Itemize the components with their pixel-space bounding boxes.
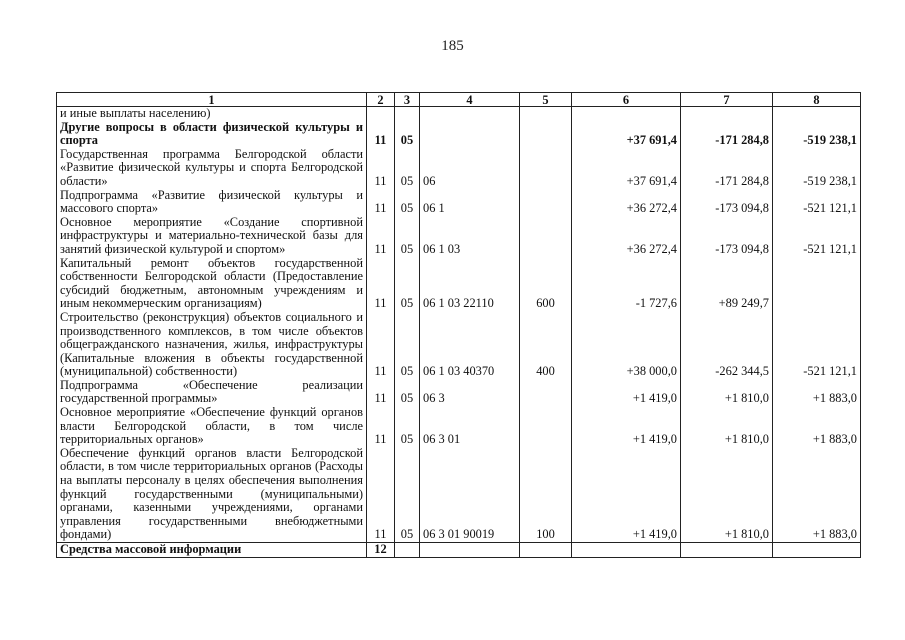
row-cell-col5: 400 (520, 311, 572, 379)
row-description: Обеспечение функций органов власти Белгородской области, в том числе территориальных органов (Расходы на выплаты персоналу в целях обеспечения выполнения функций государственными (муниципальными) органами, казенными учреждениями, органами управления государственными внебюджетными фондами) (57, 447, 367, 543)
table-row (57, 121, 861, 148)
row-cell-col2: 11 (367, 311, 395, 379)
table-row (57, 311, 861, 379)
row-cell-col6: +1 419,0 (572, 379, 681, 406)
row-cell-col3: 05 (395, 148, 420, 189)
column-header: 4 (420, 93, 520, 107)
row-cell-col6: +38 000,0 (572, 311, 681, 379)
row-cell-col3: 05 (395, 379, 420, 406)
column-header: 3 (395, 93, 420, 107)
row-cell-col7: +89 249,7 (681, 257, 773, 311)
table-row (57, 107, 861, 121)
row-cell-col8: -519 238,1 (773, 148, 861, 189)
row-cell-col3: 05 (395, 406, 420, 447)
table-row (57, 447, 861, 543)
row-cell-col8: -521 121,1 (773, 311, 861, 379)
row-cell-col7: +1 810,0 (681, 406, 773, 447)
row-cell-col2: 11 (367, 216, 395, 257)
row-cell-col5 (520, 543, 572, 558)
row-cell-col7: -171 284,8 (681, 148, 773, 189)
row-cell-col2 (367, 107, 395, 121)
row-cell-col2: 11 (367, 406, 395, 447)
row-cell-col8: -519 238,1 (773, 121, 861, 148)
row-description: Подпрограмма «Обеспечение реализации государственной программы» (57, 379, 367, 406)
row-cell-col8: +1 883,0 (773, 406, 861, 447)
row-cell-col5 (520, 148, 572, 189)
row-cell-col6: +37 691,4 (572, 121, 681, 148)
row-cell-col5 (520, 189, 572, 216)
row-cell-col2: 12 (367, 543, 395, 558)
table-row (57, 379, 861, 406)
row-cell-col2: 11 (367, 447, 395, 543)
row-cell-col5 (520, 216, 572, 257)
row-cell-col8: +1 883,0 (773, 447, 861, 543)
row-cell-col3: 05 (395, 216, 420, 257)
row-description: Основное мероприятие «Обеспечение функций органов власти Белгородской области, в том числе территориальных органов» (57, 406, 367, 447)
row-cell-col8: -521 121,1 (773, 189, 861, 216)
row-cell-col4: 06 3 (420, 379, 520, 406)
row-cell-col8 (773, 257, 861, 311)
row-cell-col4 (420, 543, 520, 558)
row-cell-col3 (395, 543, 420, 558)
column-header: 8 (773, 93, 861, 107)
row-cell-col4: 06 3 01 (420, 406, 520, 447)
row-cell-col7: +1 810,0 (681, 447, 773, 543)
row-cell-col3: 05 (395, 311, 420, 379)
table-header-row (57, 93, 861, 107)
row-cell-col7: -171 284,8 (681, 121, 773, 148)
row-cell-col3: 05 (395, 257, 420, 311)
page-number: 185 (441, 38, 464, 54)
row-description: и иные выплаты населению) (57, 107, 367, 121)
column-header: 7 (681, 93, 773, 107)
row-cell-col5 (520, 379, 572, 406)
row-cell-col4: 06 1 03 (420, 216, 520, 257)
row-cell-col7: -262 344,5 (681, 311, 773, 379)
row-description: Другие вопросы в области физической культуры и спорта (57, 121, 367, 148)
row-cell-col7 (681, 107, 773, 121)
row-cell-col4: 06 1 (420, 189, 520, 216)
table-row (57, 189, 861, 216)
row-cell-col6: +37 691,4 (572, 148, 681, 189)
row-cell-col2: 11 (367, 148, 395, 189)
column-header: 6 (572, 93, 681, 107)
row-cell-col3: 05 (395, 447, 420, 543)
row-description: Строительство (реконструкция) объектов социального и производственного комплексов, в том числе объектов общегражданского назначения, жилья, инфраструктуры (Капитальные вложения в объекты государственной (муниципальной) собственности) (57, 311, 367, 379)
row-cell-col6: +1 419,0 (572, 447, 681, 543)
table-row (57, 216, 861, 257)
column-header: 2 (367, 93, 395, 107)
row-description: Капитальный ремонт объектов государственной собственности Белгородской области (Предоставление субсидий бюджетным, автономным учреждениям и иным некоммерческим организациям) (57, 257, 367, 311)
table-row (57, 257, 861, 311)
row-cell-col4: 06 1 03 22110 (420, 257, 520, 311)
row-cell-col3 (395, 107, 420, 121)
row-cell-col2: 11 (367, 257, 395, 311)
row-cell-col6: +36 272,4 (572, 216, 681, 257)
row-cell-col4: 06 (420, 148, 520, 189)
row-cell-col6 (572, 543, 681, 558)
row-cell-col7: -173 094,8 (681, 216, 773, 257)
row-cell-col6 (572, 107, 681, 121)
row-cell-col4 (420, 107, 520, 121)
row-cell-col2: 11 (367, 121, 395, 148)
row-cell-col3: 05 (395, 121, 420, 148)
table-row (57, 543, 861, 558)
row-cell-col7: +1 810,0 (681, 379, 773, 406)
row-cell-col6: +36 272,4 (572, 189, 681, 216)
row-description: Подпрограмма «Развитие физической культуры и массового спорта» (57, 189, 367, 216)
table-row (57, 406, 861, 447)
row-cell-col2: 11 (367, 379, 395, 406)
table-row (57, 148, 861, 189)
row-cell-col5: 100 (520, 447, 572, 543)
row-cell-col4: 06 3 01 90019 (420, 447, 520, 543)
budget-table (56, 92, 861, 558)
row-description: Средства массовой информации (57, 543, 367, 558)
row-cell-col4: 06 1 03 40370 (420, 311, 520, 379)
row-description: Основное мероприятие «Создание спортивной инфраструктуры и материально-технической базы для занятий физической культурой и спортом» (57, 216, 367, 257)
row-cell-col7: -173 094,8 (681, 189, 773, 216)
row-cell-col2: 11 (367, 189, 395, 216)
column-header: 5 (520, 93, 572, 107)
row-cell-col5 (520, 406, 572, 447)
row-cell-col6: -1 727,6 (572, 257, 681, 311)
row-cell-col8: +1 883,0 (773, 379, 861, 406)
column-header: 1 (57, 93, 367, 107)
row-cell-col3: 05 (395, 189, 420, 216)
row-cell-col5 (520, 121, 572, 148)
row-cell-col8 (773, 543, 861, 558)
row-cell-col7 (681, 543, 773, 558)
row-cell-col5: 600 (520, 257, 572, 311)
row-cell-col8: -521 121,1 (773, 216, 861, 257)
row-cell-col6: +1 419,0 (572, 406, 681, 447)
row-description: Государственная программа Белгородской области «Развитие физической культуры и спорта Белгородской области» (57, 148, 367, 189)
row-cell-col4 (420, 121, 520, 148)
row-cell-col5 (520, 107, 572, 121)
row-cell-col8 (773, 107, 861, 121)
